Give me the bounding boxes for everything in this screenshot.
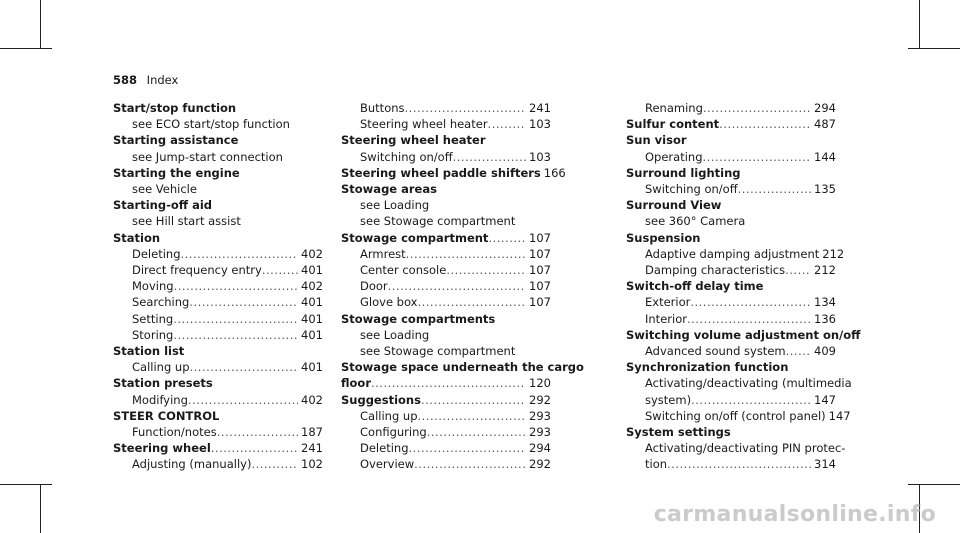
page-ref: 401 xyxy=(301,327,323,342)
entry-text: Advanced sound system xyxy=(645,344,786,359)
entry-text: Switching on/off xyxy=(645,182,738,197)
entry-text: Stowage space underneath the cargo xyxy=(341,360,584,375)
entry-text: Calling up xyxy=(360,408,418,423)
index-subentry xyxy=(626,181,836,197)
leader-dots xyxy=(785,262,811,278)
page-ref: 103 xyxy=(529,149,551,164)
index-subentry xyxy=(626,392,836,408)
page-ref: 187 xyxy=(301,425,323,440)
entry-text: Moving xyxy=(132,279,174,294)
entry-text: Glove box xyxy=(360,295,418,310)
leader-dots xyxy=(181,246,299,262)
entry-text: Switch-off delay time xyxy=(626,279,764,294)
entry-text: Suggestions xyxy=(341,392,421,407)
leader-dots xyxy=(173,311,298,327)
entry-text: Starting-off aid xyxy=(113,198,212,213)
entry-text: Suspension xyxy=(626,230,701,245)
crop-mark xyxy=(908,48,960,49)
page-ref: 136 xyxy=(814,311,836,326)
index-subentry xyxy=(113,311,323,327)
index-entry xyxy=(626,165,836,181)
page-ref: 144 xyxy=(814,149,836,164)
index-subentry xyxy=(341,456,551,472)
page-ref: 401 xyxy=(301,263,323,278)
leader-dots xyxy=(388,278,526,294)
leader-dots xyxy=(188,392,298,408)
index-subentry xyxy=(341,408,551,424)
entry-text: Deleting xyxy=(360,441,409,456)
index-subentry xyxy=(626,456,836,472)
leader-dots xyxy=(690,294,811,310)
entry-text: Station list xyxy=(113,344,185,359)
entry-text: System settings xyxy=(626,425,731,440)
index-subentry xyxy=(113,424,323,440)
entry-text: Switching volume adjustment on/off xyxy=(626,327,861,342)
entry-text: Surround lighting xyxy=(626,165,741,180)
index-subentry xyxy=(113,456,323,472)
entry-text: see ECO start/stop function xyxy=(132,117,290,132)
page-number: 588 xyxy=(113,73,138,87)
leader-dots xyxy=(173,327,298,343)
entry-text: Start/stop function xyxy=(113,101,237,115)
entry-text: Starting the engine xyxy=(113,165,240,180)
page-ref: 401 xyxy=(301,360,323,375)
entry-text: see 360° Camera xyxy=(645,214,746,229)
index-entry xyxy=(626,197,836,213)
entry-text: see Stowage compartment xyxy=(360,344,516,359)
page-ref: 102 xyxy=(301,457,323,472)
entry-text: Operating xyxy=(645,149,703,164)
page-ref: 212 xyxy=(822,246,845,261)
leader-dots xyxy=(446,262,526,278)
entry-text: Adaptive damping adjustment xyxy=(645,246,820,261)
entry-text: see Vehicle xyxy=(132,182,197,197)
entry-text: Stowage compartment xyxy=(341,230,489,245)
entry-text: Adjusting (manually) xyxy=(132,457,252,472)
page-ref: 212 xyxy=(814,263,836,278)
index-subentry xyxy=(341,149,551,165)
page-ref: 103 xyxy=(529,117,551,132)
entry-text: Activating/deactivating (multimedia xyxy=(645,376,852,391)
entry-text: Modifying xyxy=(132,392,188,407)
page-ref: 487 xyxy=(814,117,836,132)
index-subentry xyxy=(341,100,551,116)
index-subentry xyxy=(341,278,551,294)
entry-text: Starting assistance xyxy=(113,133,239,148)
entry-text: Activating/deactivating PIN protec- xyxy=(645,441,846,456)
crop-mark xyxy=(0,484,52,485)
entry-text: Buttons xyxy=(360,101,405,115)
entry-text: Synchronization function xyxy=(626,360,789,375)
index-subentry xyxy=(113,116,323,132)
entry-text: Stowage areas xyxy=(341,182,437,197)
page-ref: 241 xyxy=(529,101,551,115)
crop-mark xyxy=(40,484,41,533)
leader-dots xyxy=(703,100,811,116)
entry-text: see Stowage compartment xyxy=(360,214,516,229)
entry-text: Center console xyxy=(360,263,447,278)
index-subentry xyxy=(626,246,845,262)
index-column-2 xyxy=(341,100,584,473)
index-entry xyxy=(113,408,323,424)
index-subentry xyxy=(341,213,551,229)
leader-dots xyxy=(405,100,527,116)
entry-text: Sulfur content xyxy=(626,117,720,132)
index-subentry xyxy=(341,424,551,440)
index-entry xyxy=(341,181,551,197)
crop-mark xyxy=(908,484,960,485)
index-subentry xyxy=(113,294,323,310)
leader-dots xyxy=(453,149,526,165)
watermark: carmanualsonline.info xyxy=(653,502,936,527)
entry-text: Exterior xyxy=(645,295,691,310)
page-ref: 294 xyxy=(529,441,551,456)
entry-text: Steering wheel paddle shifters xyxy=(341,165,541,180)
entry-text: Configuring xyxy=(360,425,427,440)
leader-dots xyxy=(427,424,526,440)
index-subentry xyxy=(113,213,323,229)
entry-text: Sun visor xyxy=(626,133,687,148)
index-entry xyxy=(626,278,836,294)
index-subentry xyxy=(626,149,836,165)
index-entry xyxy=(113,100,323,116)
index-subentry xyxy=(626,213,836,229)
index-subentry xyxy=(626,294,836,310)
leader-dots xyxy=(190,359,299,375)
leader-dots xyxy=(371,375,526,391)
page-ref: 107 xyxy=(529,263,551,278)
leader-dots xyxy=(189,294,298,310)
index-subentry xyxy=(341,327,551,343)
index-subentry xyxy=(626,100,836,116)
page-ref: 107 xyxy=(529,295,551,310)
page-ref: 314 xyxy=(814,457,836,472)
index-entry xyxy=(626,424,836,440)
page-ref: 241 xyxy=(301,441,323,456)
page-ref: 107 xyxy=(529,230,551,245)
entry-text: Stowage compartments xyxy=(341,311,496,326)
entry-text: Searching xyxy=(132,295,190,310)
page-ref: 166 xyxy=(543,165,566,180)
entry-text: Switching on/off xyxy=(360,149,453,164)
index-entry xyxy=(341,132,551,148)
page-ref: 107 xyxy=(529,279,551,294)
leader-dots xyxy=(251,456,298,472)
index-subentry xyxy=(341,343,551,359)
page-ref: 120 xyxy=(529,376,551,391)
index-subentry xyxy=(113,181,323,197)
index-subentry xyxy=(113,149,323,165)
index-entry xyxy=(341,359,584,375)
index-subentry xyxy=(113,246,323,262)
index-column-3 xyxy=(626,100,861,473)
entry-text: Renaming xyxy=(645,101,703,115)
crop-mark xyxy=(919,0,920,48)
page-header xyxy=(113,73,178,87)
leader-dots xyxy=(687,311,811,327)
entry-text: Steering wheel xyxy=(113,441,211,456)
page-ref: 147 xyxy=(828,408,851,423)
index-subentry xyxy=(113,262,323,278)
page-ref: 147 xyxy=(814,392,836,407)
entry-text: system) xyxy=(645,392,692,407)
leader-dots xyxy=(262,262,298,278)
leader-dots xyxy=(418,408,527,424)
leader-dots xyxy=(174,278,298,294)
index-entry xyxy=(113,375,323,391)
index-subentry xyxy=(626,343,836,359)
leader-dots xyxy=(406,246,526,262)
index-subentry xyxy=(113,278,323,294)
page-ref: 292 xyxy=(529,392,551,407)
index-entry xyxy=(341,375,551,391)
leader-dots xyxy=(414,456,526,472)
index-entry xyxy=(113,230,323,246)
entry-text: tion xyxy=(645,457,668,472)
leader-dots xyxy=(417,294,526,310)
entry-text: see Jump-start connection xyxy=(132,149,283,164)
entry-text: Direct frequency entry xyxy=(132,263,262,278)
index-subentry xyxy=(113,392,323,408)
entry-text: Damping characteristics xyxy=(645,263,786,278)
index-entry xyxy=(341,165,566,181)
index-entry xyxy=(113,165,323,181)
index-entry xyxy=(113,440,323,456)
page-ref: 409 xyxy=(814,344,836,359)
page-ref: 293 xyxy=(529,425,551,440)
entry-text: Surround View xyxy=(626,198,722,213)
leader-dots xyxy=(738,181,811,197)
page-ref: 134 xyxy=(814,295,836,310)
index-subentry xyxy=(341,262,551,278)
page-ref: 292 xyxy=(529,457,551,472)
index-subentry xyxy=(113,359,323,375)
entry-text: Steering wheel heater xyxy=(341,133,486,148)
index-entry xyxy=(626,327,861,343)
index-subentry xyxy=(341,197,551,213)
index-subentry xyxy=(341,294,551,310)
entry-text: Door xyxy=(360,279,388,294)
section-title: Index xyxy=(146,73,179,87)
leader-dots xyxy=(703,149,812,165)
index-entry xyxy=(626,230,836,246)
entry-text: see Hill start assist xyxy=(132,214,241,229)
index-entry xyxy=(626,116,836,132)
index-subentry xyxy=(341,440,551,456)
index-entry xyxy=(113,132,323,148)
page-ref: 294 xyxy=(814,101,836,115)
index-subentry xyxy=(626,375,852,391)
index-entry xyxy=(341,311,551,327)
index-entry xyxy=(341,392,551,408)
page-ref: 402 xyxy=(301,279,323,294)
entry-text: Overview xyxy=(360,457,415,472)
index-subentry xyxy=(113,327,323,343)
page-ref: 401 xyxy=(301,295,323,310)
entry-text: Storing xyxy=(132,327,174,342)
index-column-1 xyxy=(113,100,323,473)
leader-dots xyxy=(217,424,298,440)
entry-text: STEER CONTROL xyxy=(113,408,220,423)
index-subentry xyxy=(341,246,551,262)
page-ref: 293 xyxy=(529,408,551,423)
entry-text: Interior xyxy=(645,311,687,326)
leader-dots xyxy=(691,392,811,408)
page-ref: 402 xyxy=(301,392,323,407)
index-subentry xyxy=(626,262,836,278)
crop-mark xyxy=(40,0,41,48)
leader-dots xyxy=(409,440,527,456)
index-subentry xyxy=(626,440,846,456)
index-subentry xyxy=(626,408,851,424)
crop-mark xyxy=(0,48,52,49)
leader-dots xyxy=(421,392,526,408)
index-entry xyxy=(341,230,551,246)
index-subentry xyxy=(626,311,836,327)
leader-dots xyxy=(719,116,811,132)
entry-text: Deleting xyxy=(132,246,181,261)
index-entry xyxy=(626,359,836,375)
index-entry xyxy=(113,197,323,213)
index-subentry xyxy=(341,116,551,132)
entry-text: Steering wheel heater xyxy=(360,117,488,132)
leader-dots xyxy=(488,230,526,246)
entry-text: Station xyxy=(113,230,161,245)
entry-text: floor xyxy=(341,376,371,391)
page-ref: 107 xyxy=(529,246,551,261)
entry-text: Setting xyxy=(132,311,174,326)
page-ref: 135 xyxy=(814,182,836,197)
leader-dots xyxy=(667,456,811,472)
index-entry xyxy=(113,343,323,359)
entry-text: Armrest xyxy=(360,246,406,261)
leader-dots xyxy=(211,440,298,456)
page-ref: 402 xyxy=(301,246,323,261)
entry-text: see Loading xyxy=(360,198,430,213)
page-ref: 401 xyxy=(301,311,323,326)
entry-text: Station presets xyxy=(113,376,213,391)
entry-text: Function/notes xyxy=(132,425,217,440)
entry-text: Calling up xyxy=(132,360,190,375)
entry-text: Switching on/off (control panel) xyxy=(645,408,826,423)
leader-dots xyxy=(488,116,527,132)
index-entry xyxy=(626,132,836,148)
leader-dots xyxy=(786,343,811,359)
entry-text: see Loading xyxy=(360,327,430,342)
